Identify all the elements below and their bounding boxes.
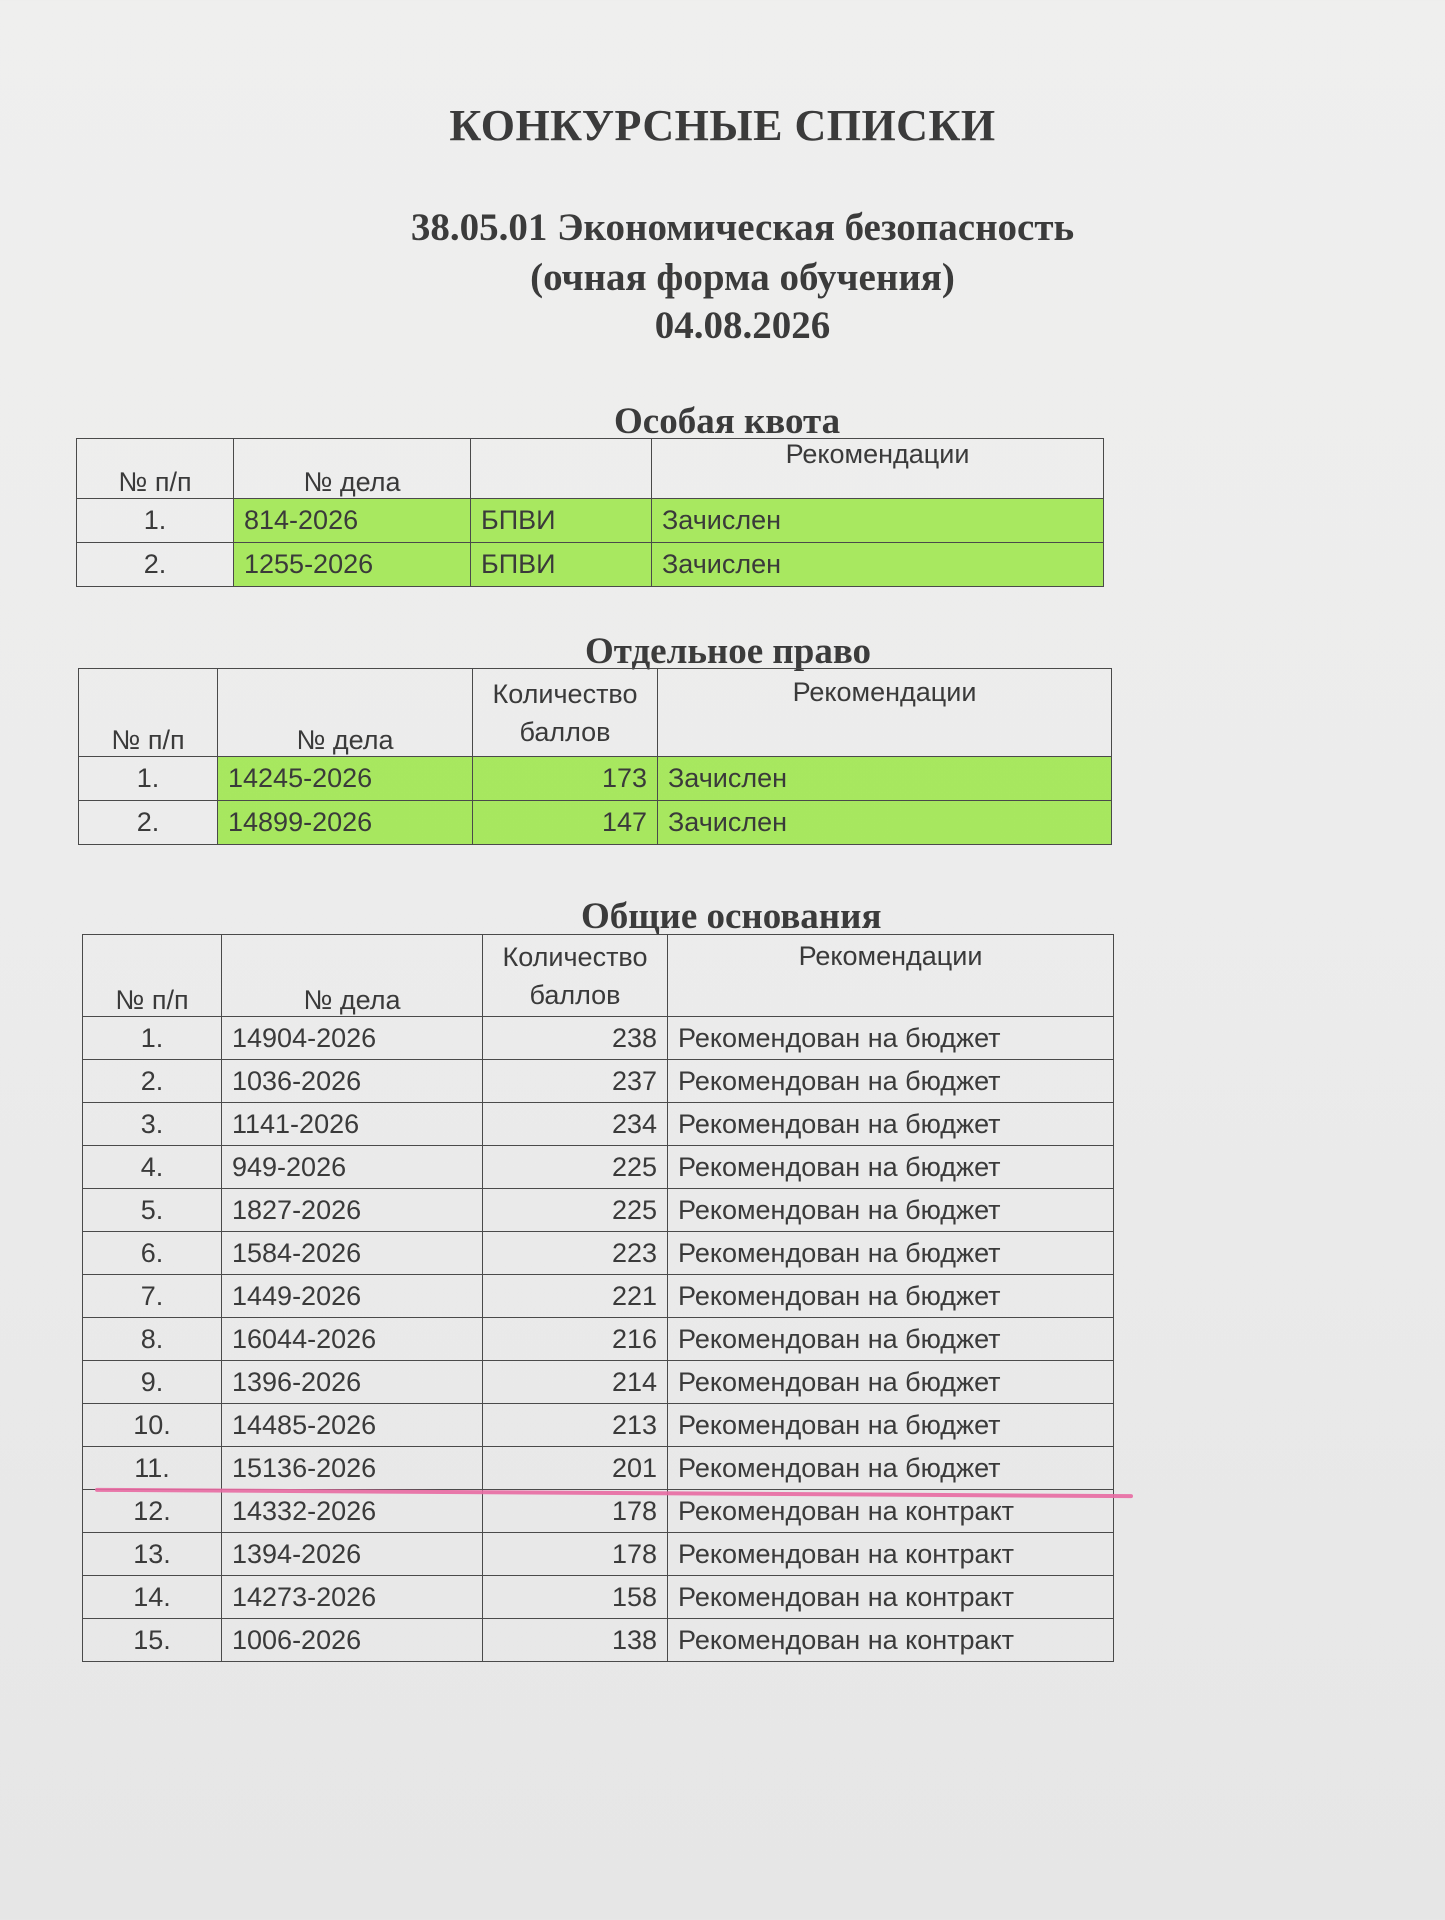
table-row bbox=[83, 1189, 1114, 1232]
table-row bbox=[79, 757, 1112, 801]
score: 213 bbox=[483, 1404, 668, 1447]
row-number: 13. bbox=[83, 1533, 222, 1576]
row-number: 1. bbox=[79, 757, 218, 801]
case-number: 1141-2026 bbox=[222, 1103, 483, 1146]
table-row bbox=[83, 1361, 1114, 1404]
table-row bbox=[83, 1146, 1114, 1189]
general-title: Общие основания bbox=[581, 896, 882, 937]
row-number: 9. bbox=[83, 1361, 222, 1404]
recommendation: Рекомендован на контракт bbox=[668, 1619, 1114, 1662]
table-row bbox=[77, 543, 1104, 587]
recommendation: Зачислен bbox=[658, 801, 1112, 845]
category: БПВИ bbox=[471, 499, 652, 543]
case-number: 14899-2026 bbox=[218, 801, 473, 845]
recommendation: Рекомендован на контракт bbox=[668, 1533, 1114, 1576]
score: 237 bbox=[483, 1060, 668, 1103]
row-number: 11. bbox=[83, 1447, 222, 1490]
score: 138 bbox=[483, 1619, 668, 1662]
recommendation: Рекомендован на бюджет bbox=[668, 1361, 1114, 1404]
case-number: 14245-2026 bbox=[218, 757, 473, 801]
score: 214 bbox=[483, 1361, 668, 1404]
case-number: 814-2026 bbox=[234, 499, 471, 543]
table-row bbox=[83, 1060, 1114, 1103]
separate-right-title: Отдельное право bbox=[585, 631, 872, 672]
case-number: 16044-2026 bbox=[222, 1318, 483, 1361]
score: 216 bbox=[483, 1318, 668, 1361]
recommendation: Рекомендован на бюджет bbox=[668, 1060, 1114, 1103]
recommendation: Рекомендован на бюджет bbox=[668, 1146, 1114, 1189]
header-recommendation: Рекомендации bbox=[658, 669, 1112, 757]
score: 238 bbox=[483, 1017, 668, 1060]
row-number: 4. bbox=[83, 1146, 222, 1189]
recommendation: Рекомендован на бюджет bbox=[668, 1017, 1114, 1060]
row-number: 6. bbox=[83, 1232, 222, 1275]
score: 178 bbox=[483, 1490, 668, 1533]
table-row bbox=[83, 1275, 1114, 1318]
recommendation: Рекомендован на бюджет bbox=[668, 1189, 1114, 1232]
table-row bbox=[83, 1533, 1114, 1576]
recommendation: Рекомендован на бюджет bbox=[668, 1103, 1114, 1146]
recommendation: Рекомендован на бюджет bbox=[668, 1275, 1114, 1318]
table-row bbox=[83, 1404, 1114, 1447]
row-number: 14. bbox=[83, 1576, 222, 1619]
case-number: 14332-2026 bbox=[222, 1490, 483, 1533]
document-title: КОНКУРСНЫЕ СПИСКИ bbox=[449, 101, 996, 150]
table-row bbox=[83, 1103, 1114, 1146]
score: 201 bbox=[483, 1447, 668, 1490]
general-table bbox=[82, 934, 1114, 1662]
score: 178 bbox=[483, 1533, 668, 1576]
recommendation: Зачислен bbox=[652, 499, 1104, 543]
category: БПВИ bbox=[471, 543, 652, 587]
score: 158 bbox=[483, 1576, 668, 1619]
header-category bbox=[471, 439, 652, 499]
header-score: Количество баллов bbox=[473, 669, 658, 757]
case-number: 1006-2026 bbox=[222, 1619, 483, 1662]
recommendation: Рекомендован на бюджет bbox=[668, 1404, 1114, 1447]
case-number: 14273-2026 bbox=[222, 1576, 483, 1619]
score: 225 bbox=[483, 1146, 668, 1189]
header-number: № п/п bbox=[77, 439, 234, 499]
header-number: № п/п bbox=[83, 935, 222, 1017]
header-case: № дела bbox=[234, 439, 471, 499]
table-row bbox=[77, 499, 1104, 543]
case-number: 1584-2026 bbox=[222, 1232, 483, 1275]
case-number: 14485-2026 bbox=[222, 1404, 483, 1447]
header-recommendation: Рекомендации bbox=[668, 935, 1114, 1017]
header-case: № дела bbox=[218, 669, 473, 757]
recommendation: Зачислен bbox=[652, 543, 1104, 587]
score: 223 bbox=[483, 1232, 668, 1275]
row-number: 7. bbox=[83, 1275, 222, 1318]
row-number: 12. bbox=[83, 1490, 222, 1533]
score: 221 bbox=[483, 1275, 668, 1318]
table-row bbox=[83, 1232, 1114, 1275]
separate-right-table bbox=[78, 668, 1112, 845]
case-number: 1396-2026 bbox=[222, 1361, 483, 1404]
list-date: 04.08.2026 bbox=[654, 304, 831, 347]
case-number: 1255-2026 bbox=[234, 543, 471, 587]
recommendation: Рекомендован на контракт bbox=[668, 1490, 1114, 1533]
row-number: 8. bbox=[83, 1318, 222, 1361]
case-number: 1394-2026 bbox=[222, 1533, 483, 1576]
study-form: (очная форма обучения) bbox=[530, 256, 955, 299]
table-row bbox=[83, 1619, 1114, 1662]
score: 147 bbox=[473, 801, 658, 845]
row-number: 2. bbox=[77, 543, 234, 587]
recommendation: Рекомендован на бюджет bbox=[668, 1318, 1114, 1361]
row-number: 2. bbox=[79, 801, 218, 845]
recommendation: Рекомендован на бюджет bbox=[668, 1232, 1114, 1275]
case-number: 1449-2026 bbox=[222, 1275, 483, 1318]
row-number: 5. bbox=[83, 1189, 222, 1232]
case-number: 14904-2026 bbox=[222, 1017, 483, 1060]
row-number: 10. bbox=[83, 1404, 222, 1447]
special-quota-title: Особая квота bbox=[614, 401, 841, 442]
score: 225 bbox=[483, 1189, 668, 1232]
table-row bbox=[83, 1017, 1114, 1060]
row-number: 2. bbox=[83, 1060, 222, 1103]
table-row bbox=[79, 801, 1112, 845]
table-row bbox=[83, 1318, 1114, 1361]
header-score: Количество баллов bbox=[483, 935, 668, 1017]
header-recommendation: Рекомендации bbox=[652, 439, 1104, 499]
recommendation: Рекомендован на бюджет bbox=[668, 1447, 1114, 1490]
table-row bbox=[83, 1576, 1114, 1619]
case-number: 1827-2026 bbox=[222, 1189, 483, 1232]
row-number: 15. bbox=[83, 1619, 222, 1662]
row-number: 1. bbox=[77, 499, 234, 543]
program-name: 38.05.01 Экономическая безопасность bbox=[410, 206, 1075, 249]
recommendation: Зачислен bbox=[658, 757, 1112, 801]
row-number: 3. bbox=[83, 1103, 222, 1146]
score: 234 bbox=[483, 1103, 668, 1146]
case-number: 15136-2026 bbox=[222, 1447, 483, 1490]
row-number: 1. bbox=[83, 1017, 222, 1060]
case-number: 1036-2026 bbox=[222, 1060, 483, 1103]
special-quota-table bbox=[76, 438, 1104, 587]
recommendation: Рекомендован на контракт bbox=[668, 1576, 1114, 1619]
header-number: № п/п bbox=[79, 669, 218, 757]
score: 173 bbox=[473, 757, 658, 801]
header-case: № дела bbox=[222, 935, 483, 1017]
case-number: 949-2026 bbox=[222, 1146, 483, 1189]
table-row bbox=[83, 1447, 1114, 1490]
